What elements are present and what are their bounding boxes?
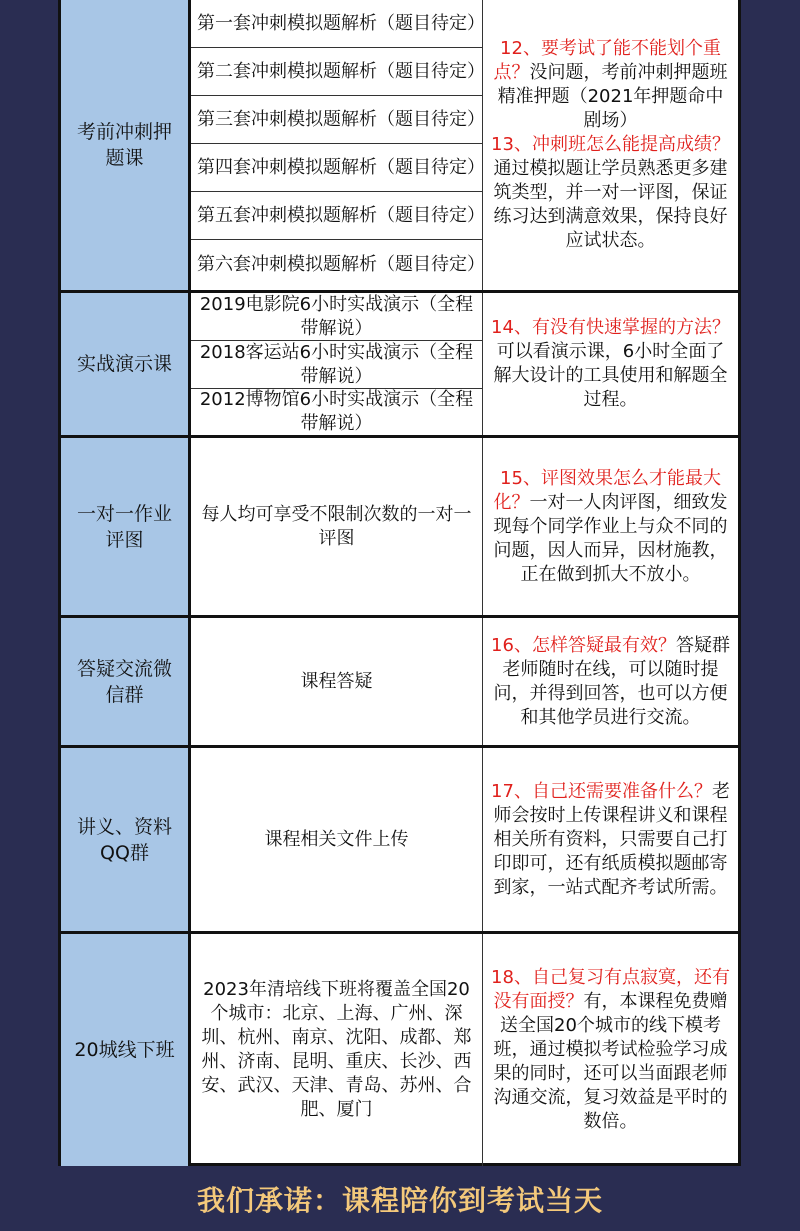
content-cell xyxy=(191,618,483,745)
list-item: 2012博物馆6小时实战演示（全程带解说） xyxy=(199,389,474,434)
faq-cell xyxy=(483,438,738,615)
faq-entry xyxy=(489,467,732,587)
faq-entry xyxy=(489,634,732,730)
section-qq xyxy=(61,748,738,934)
faq-question: 14、有没有快速掌握的方法？ xyxy=(491,317,730,338)
category-label: 20城线下班 xyxy=(61,934,191,1166)
content-text: 2023年清培线下班将覆盖全国20个城市：北京、上海、广州、深圳、杭州、南京、沈阳、成都、郑州、济南、昆明、重庆、长沙、西安、武汉、天津、青岛、苏州、合肥、厦门 xyxy=(201,979,472,1120)
faq-answer: 答疑群老师随时在线，可以随时提问，并得到回答，也可以方便和其他学员进行交流。 xyxy=(493,634,730,728)
content-text: 课程相关文件上传 xyxy=(264,828,409,850)
section-demo xyxy=(61,293,738,438)
faq-question: 12、要考试了能不能划个重点？ xyxy=(493,38,721,83)
faq-cell xyxy=(483,748,738,931)
faq-answer: 通过模拟题让学员熟悉更多建筑类型，并一对一评图，保证练习达到满意效果，保持良好应试状态。 xyxy=(493,158,728,251)
item-list xyxy=(191,0,483,290)
list-item: 2018客运站6小时实战演示（全程带解说） xyxy=(191,341,482,389)
faq-answer: 没问题，考前冲刺押题班精准押题（2021年押题命中剧场） xyxy=(497,62,728,131)
faq-entry xyxy=(489,316,732,412)
content-text: 课程答疑 xyxy=(300,670,373,692)
faq-cell xyxy=(483,0,738,290)
faq-cell xyxy=(483,293,738,435)
list-item: 2019电影院6小时实战演示（全程带解说） xyxy=(191,293,482,341)
list-item: 第五套冲刺模拟题解析（题目待定） xyxy=(191,192,482,240)
faq-entry xyxy=(489,966,732,1134)
faq-answer: 老师会按时上传课程讲义和课程相关所有资料，只需要自己打印即可，还有纸质模拟题邮寄到家，一站式配齐考试所需。 xyxy=(493,780,730,898)
promise-banner: 我们承诺：课程陪你到考试当天 xyxy=(196,1183,603,1217)
faq-cell xyxy=(483,934,738,1166)
faq-answer: 一对一人肉评图，细致发现每个同学作业上与众不同的问题，因人而异，因材施教，正在做到抓大不放小。 xyxy=(493,491,728,585)
faq-question: 18、自己复习有点寂寞，还有没有面授？ xyxy=(491,967,730,1012)
faq-cell xyxy=(483,618,738,745)
faq-question: 16、怎样答疑最有效？ xyxy=(491,634,676,656)
section-wechat xyxy=(61,618,738,748)
category-label: 实战演示课 xyxy=(61,293,191,435)
faq-answer: 可以看演示课，6小时全面了解大设计的工具使用和解题全过程。 xyxy=(493,341,728,410)
section-review xyxy=(61,438,738,618)
list-item: 第三套冲刺模拟题解析（题目待定） xyxy=(191,96,482,144)
category-label: 考前冲刺押题课 xyxy=(61,0,191,290)
list-item: 第一套冲刺模拟题解析（题目待定） xyxy=(191,0,482,48)
faq-entry xyxy=(489,133,732,253)
content-text: 每人均可享受不限制次数的一对一评图 xyxy=(201,503,472,549)
category-label: 讲义、资料QQ群 xyxy=(61,748,191,931)
item-list xyxy=(191,293,483,435)
section-offline xyxy=(61,934,738,1166)
content-cell xyxy=(191,934,483,1166)
section-sprint xyxy=(61,0,738,293)
faq-answer: 有，本课程免费赠送全国20个城市的线下模考班，通过模拟考试检验学习成果的同时，还可以当面跟老师沟通交流，复习效益是平时的数倍。 xyxy=(493,991,728,1132)
course-table xyxy=(58,0,741,1166)
faq-entry xyxy=(489,37,732,133)
content-cell xyxy=(191,748,483,931)
list-item: 第二套冲刺模拟题解析（题目待定） xyxy=(191,48,482,96)
content-cell xyxy=(191,438,483,615)
faq-question: 15、评图效果怎么才能最大化？ xyxy=(493,467,721,513)
faq-question: 17、自己还需要准备什么？ xyxy=(491,780,712,802)
list-item: 第四套冲刺模拟题解析（题目待定） xyxy=(191,144,482,192)
list-item: 第六套冲刺模拟题解析（题目待定） xyxy=(197,254,485,275)
faq-entry xyxy=(489,780,732,900)
faq-question: 13、冲刺班怎么能提高成绩？ xyxy=(491,134,730,155)
category-label: 一对一作业评图 xyxy=(61,438,191,615)
category-label: 答疑交流微信群 xyxy=(61,618,191,745)
